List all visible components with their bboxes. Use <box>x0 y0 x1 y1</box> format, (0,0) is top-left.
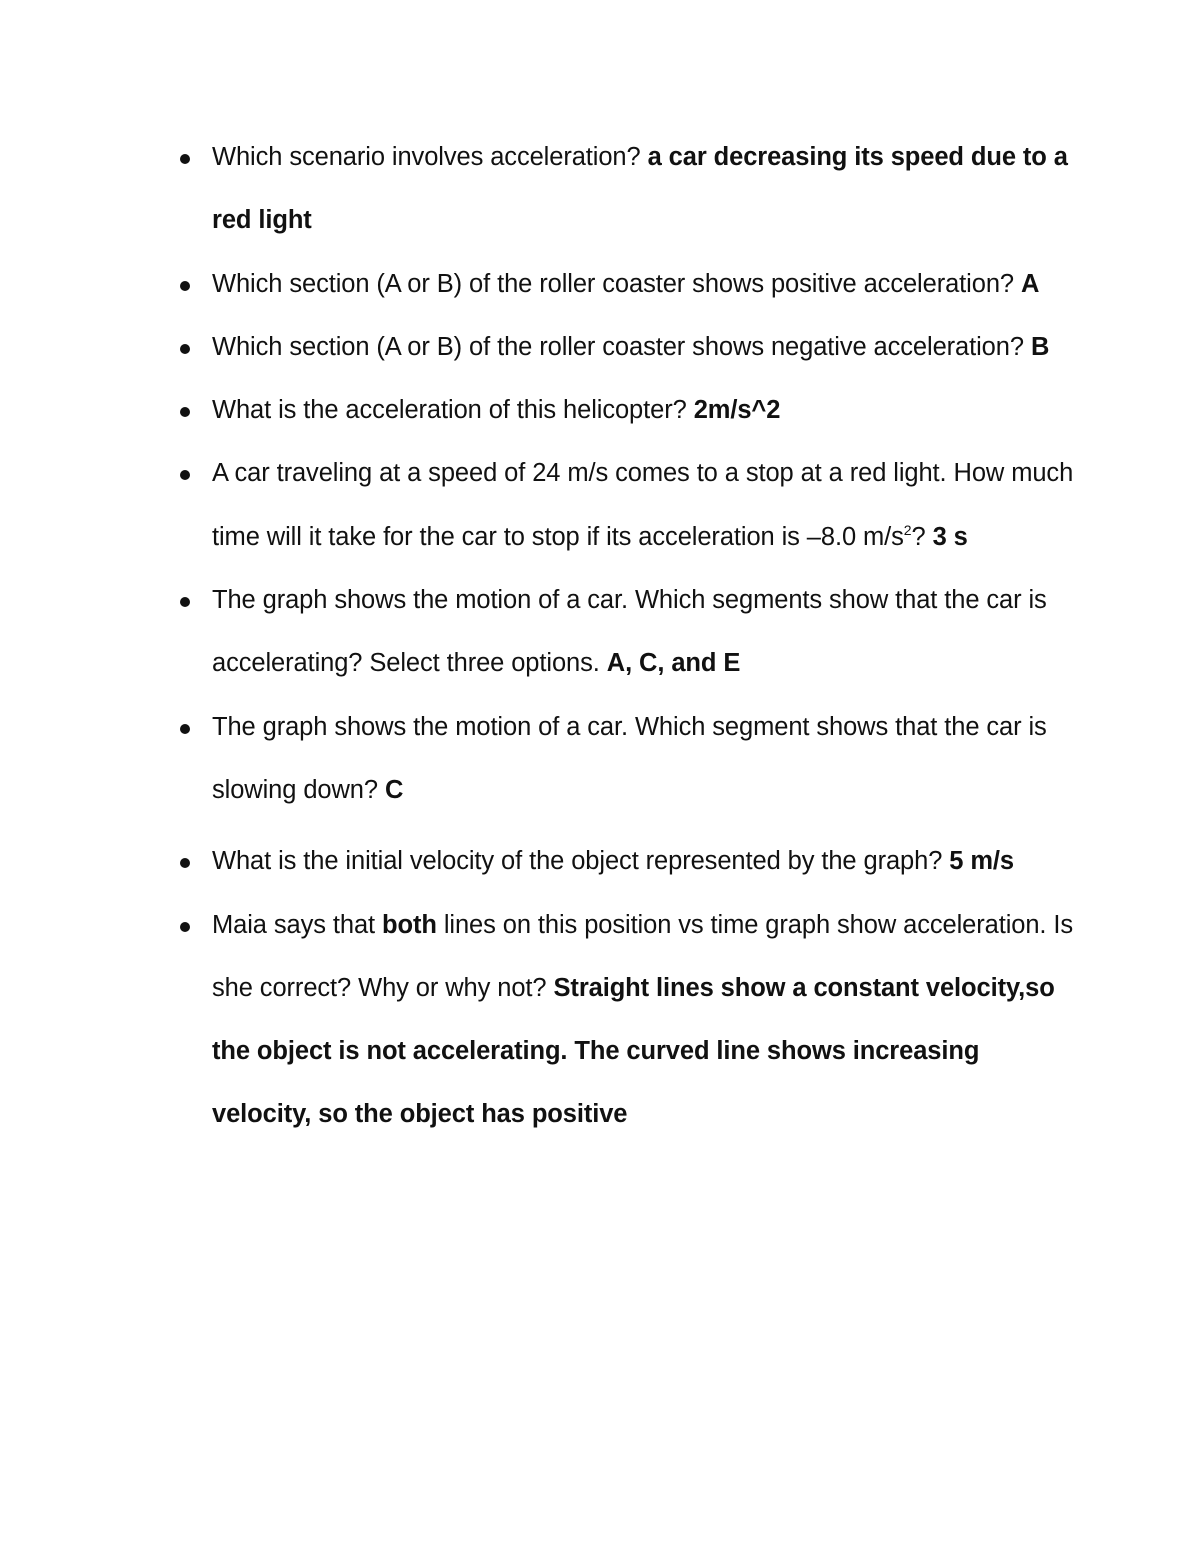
question-text: The graph shows the motion of a car. Which segment shows that the car is slowing down? <box>212 712 1047 804</box>
question-answer-list <box>212 126 1082 1147</box>
list-item <box>212 696 1082 823</box>
list-item <box>212 569 1082 696</box>
question-text: What is the acceleration of this helicopter? <box>212 396 687 425</box>
answer-text: a car decreasing its speed due to a red light <box>212 143 1068 235</box>
question-end-text: ? <box>911 522 926 551</box>
superscript-exponent: 2 <box>903 521 912 538</box>
list-item <box>212 316 1082 379</box>
answer-text: 3 s <box>932 522 968 551</box>
list-item <box>212 442 1082 569</box>
emphasis-text: both <box>382 910 437 939</box>
answer-text: A, C, and E <box>606 649 741 678</box>
answer-text: C <box>384 775 404 804</box>
answer-text: B <box>1030 332 1050 361</box>
list-item <box>212 126 1082 253</box>
list-item <box>212 253 1082 316</box>
question-end-text: lines on this position vs time graph show acceleration. Is she correct? Why or why not? <box>212 910 1074 1002</box>
answer-text: Straight lines show a constant velocity,so the object is not accelerating. The curved line shows increasing velocity, so the object has positive <box>212 973 1055 1129</box>
question-text: The graph shows the motion of a car. Which segments show that the car is accelerating? Select three options. <box>212 586 1047 678</box>
answer-text: 2m/s^2 <box>693 396 781 425</box>
question-text: What is the initial velocity of the object represented by the graph? <box>212 847 943 876</box>
question-start-text: Maia says that <box>212 910 376 939</box>
list-item <box>212 379 1082 442</box>
question-text: Which section (A or B) of the roller coaster shows positive acceleration? <box>212 269 1014 298</box>
list-item <box>212 830 1082 893</box>
question-text: Which section (A or B) of the roller coaster shows negative acceleration? <box>212 332 1024 361</box>
answer-text: A <box>1020 269 1040 298</box>
answer-text: 5 m/s <box>949 847 1015 876</box>
list-item <box>212 894 1082 1147</box>
question-text: Which scenario involves acceleration? <box>212 143 641 171</box>
question-text: A car traveling at a speed of 24 m/s comes to a stop at a red light. How much time will it take for the car to stop if its acceleration is –8.0 m/s <box>212 459 1074 551</box>
